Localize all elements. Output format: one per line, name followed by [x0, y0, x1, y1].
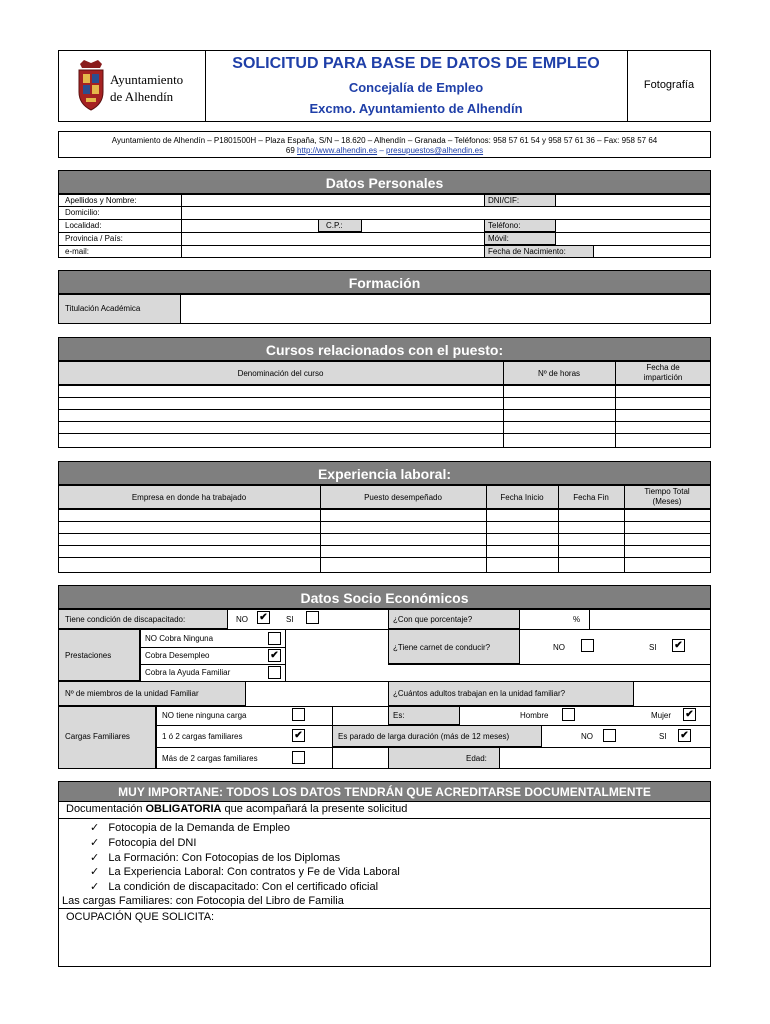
col-fecha-inicio: Fecha Inicio [500, 493, 544, 502]
label-hombre: Hombre [520, 711, 549, 720]
cursos-row[interactable] [58, 433, 711, 447]
label-email: e-mail: [65, 247, 90, 256]
logo-text-line2: de Alhendín [110, 89, 174, 104]
checkbox-mujer[interactable]: ✔ [683, 708, 696, 721]
label-movil: Móvil: [488, 234, 509, 243]
logo-text-line1: Ayuntamiento [110, 72, 184, 87]
label-cobra-desempleo: Cobra Desempleo [145, 651, 210, 660]
label-carnet-si: SI [649, 643, 657, 652]
label-apellidos: Apellidos y Nombre: [65, 196, 137, 205]
label-es: Es: [393, 711, 405, 720]
cursos-row[interactable] [58, 409, 711, 421]
label-telefono: Teléfono: [488, 221, 521, 230]
checkmark-icon: ✓ [90, 881, 100, 893]
input-email[interactable] [182, 246, 484, 257]
col-fecha-fin: Fecha Fin [573, 493, 609, 502]
documentacion-line [66, 803, 407, 815]
label-porcentaje: ¿Con que porcentaje? [393, 615, 473, 624]
section-socio-economicos: Datos Socio Económicos [58, 585, 711, 609]
website-link[interactable]: http://www.alhendin.es [297, 146, 378, 155]
checkbox-parado-si[interactable]: ✔ [678, 729, 691, 742]
cursos-row[interactable] [58, 397, 711, 409]
doc-prefix: Documentación [66, 803, 146, 815]
form-title: SOLICITUD PARA BASE DE DATOS DE EMPLEO [232, 55, 600, 72]
label-provincia: Provincia / País: [65, 234, 123, 243]
input-domicilio[interactable] [182, 207, 710, 218]
label-dni: DNI/CIF: [488, 196, 520, 205]
municipal-crest-logo [74, 58, 108, 114]
photo-placeholder[interactable]: Fotografía [643, 79, 695, 91]
label-carnet-no: NO [553, 643, 565, 652]
checkbox-cobra-ayuda[interactable] [268, 666, 281, 679]
doc-item: ✓ La Experiencia Laboral: Con contratos y Fe de Vida Laboral [90, 866, 400, 878]
label-miembros: Nº de miembros de la unidad Familiar [65, 689, 199, 698]
label-titulacion: Titulación Académica [65, 304, 141, 313]
col-tiempo-total: Tiempo Total (Meses) [644, 487, 690, 506]
label-cargas: Cargas Familiares [65, 732, 130, 741]
checkmark-icon: ✓ [90, 837, 100, 849]
input-porcentaje[interactable] [521, 610, 571, 628]
input-provincia[interactable] [182, 233, 484, 244]
col-puesto: Puesto desempeñado [364, 493, 442, 502]
input-adultos[interactable] [635, 682, 710, 705]
checkbox-parado-no[interactable] [603, 729, 616, 742]
label-prestaciones: Prestaciones [65, 651, 112, 660]
input-titulacion[interactable] [182, 295, 710, 323]
input-telefono[interactable] [557, 220, 710, 231]
doc-item: ✓ Fotocopia de la Demanda de Empleo [90, 822, 291, 834]
col-fecha-imparticion: Fecha de impartición [643, 363, 683, 382]
col-horas: Nº de horas [537, 369, 581, 378]
checkbox-hombre[interactable] [562, 708, 575, 721]
label-no-carga: NO tiene ninguna carga [162, 711, 247, 720]
experiencia-row[interactable] [58, 557, 711, 572]
label-fecha-nacimiento: Fecha de Nacimiento: [488, 247, 566, 256]
cargas-note: Las cargas Familiares: con Fotocopia del Libro de Familia [62, 895, 344, 907]
form-subtitle-1: Concejalía de Empleo [348, 80, 484, 95]
input-fecha-nacimiento[interactable] [595, 246, 710, 257]
doc-item: ✓ Fotocopia del DNI [90, 837, 197, 849]
doc-suffix: que acompañará la presente solicitud [221, 803, 408, 815]
label-una-dos: 1 ó 2 cargas familiares [162, 732, 243, 741]
cursos-row[interactable] [58, 385, 711, 397]
col-empresa: Empresa en donde ha trabajado [131, 493, 247, 502]
input-ocupacion[interactable] [59, 925, 710, 966]
checkbox-cobra-desempleo[interactable]: ✔ [268, 649, 281, 662]
input-dni[interactable] [557, 195, 710, 206]
checkmark-icon: ✓ [90, 852, 100, 864]
checkbox-carnet-no[interactable] [581, 639, 594, 652]
label-parado-no: NO [581, 732, 593, 741]
label-mujer: Mujer [651, 711, 672, 720]
checkbox-discapacidad-no[interactable]: ✔ [257, 611, 270, 624]
experiencia-row[interactable] [58, 533, 711, 545]
label-localidad: Localidad: [65, 221, 102, 230]
experiencia-row[interactable] [58, 521, 711, 533]
checkbox-una-dos[interactable]: ✔ [292, 729, 305, 742]
link-separator: – [377, 146, 386, 155]
section-datos-personales: Datos Personales [58, 170, 711, 194]
address-line-1: Ayuntamiento de Alhendín – P1801500H – Plaza España, S/N – 18.620 – Alhendín – Granada – Teléfonos: 958 57 61 54 y 958 57 61 36 – Fax: 958 57 64 [111, 136, 658, 145]
experiencia-row[interactable] [58, 545, 711, 557]
checkbox-no-cobra[interactable] [268, 632, 281, 645]
cursos-row[interactable] [58, 421, 711, 433]
doc-item: ✓ La condición de discapacitado: Con el certificado oficial [90, 881, 379, 893]
label-parado-si: SI [659, 732, 667, 741]
experiencia-row[interactable] [58, 509, 711, 521]
address-line-2 [58, 146, 711, 155]
checkmark-icon: ✓ [90, 822, 100, 834]
label-edad: Edad: [466, 754, 487, 763]
label-carnet: ¿Tiene carnet de conducir? [393, 643, 491, 652]
label-domicilio: Domicilio: [65, 208, 100, 217]
col-denominacion: Denominación del curso [237, 369, 324, 378]
checkmark-icon: ✓ [90, 866, 100, 878]
label-discapacidad: Tiene condición de discapacitado: [65, 615, 186, 624]
checkbox-discapacidad-si[interactable] [306, 611, 319, 624]
input-cp[interactable] [363, 220, 484, 231]
importante-title: MUY IMPORTANE: TODOS LOS DATOS TENDRÁN QUE ACREDITARSE DOCUMENTALMENTE [59, 782, 710, 801]
label-adultos: ¿Cuántos adultos trabajan en la unidad familiar? [393, 689, 566, 698]
input-edad[interactable] [501, 748, 710, 768]
label-cp: C.P.: [326, 221, 343, 230]
label-disc-si: SI [286, 615, 294, 624]
input-apellidos[interactable] [182, 195, 484, 206]
email-link[interactable]: presupuestos@alhendin.es [386, 146, 484, 155]
section-cursos: Cursos relacionados con el puesto: [58, 337, 711, 361]
checkbox-carnet-si[interactable]: ✔ [672, 639, 685, 652]
input-miembros[interactable] [247, 682, 387, 705]
input-movil[interactable] [557, 233, 710, 244]
label-disc-no: NO [236, 615, 248, 624]
label-ocupacion: OCUPACIÓN QUE SOLICITA: [66, 911, 215, 923]
doc-item: ✓ La Formación: Con Fotocopias de los Diplomas [90, 852, 341, 864]
doc-obligatoria: OBLIGATORIA [145, 803, 222, 815]
label-parado: Es parado de larga duración (más de 12 meses) [338, 732, 510, 741]
section-experiencia: Experiencia laboral: [58, 461, 711, 485]
label-percent: % [573, 615, 581, 624]
checkbox-no-carga[interactable] [292, 708, 305, 721]
form-subtitle-2: Excmo. Ayuntamiento de Alhendín [309, 101, 523, 116]
input-localidad[interactable] [182, 220, 318, 231]
section-formacion: Formación [58, 270, 711, 294]
label-no-cobra: NO Cobra Ninguna [145, 634, 214, 643]
label-cobra-ayuda: Cobra la Ayuda Familiar [145, 668, 231, 677]
label-mas-dos: Más de 2 cargas familiares [162, 754, 258, 763]
address-line-2-prefix: 69 [285, 146, 295, 155]
checkbox-mas-dos[interactable] [292, 751, 305, 764]
